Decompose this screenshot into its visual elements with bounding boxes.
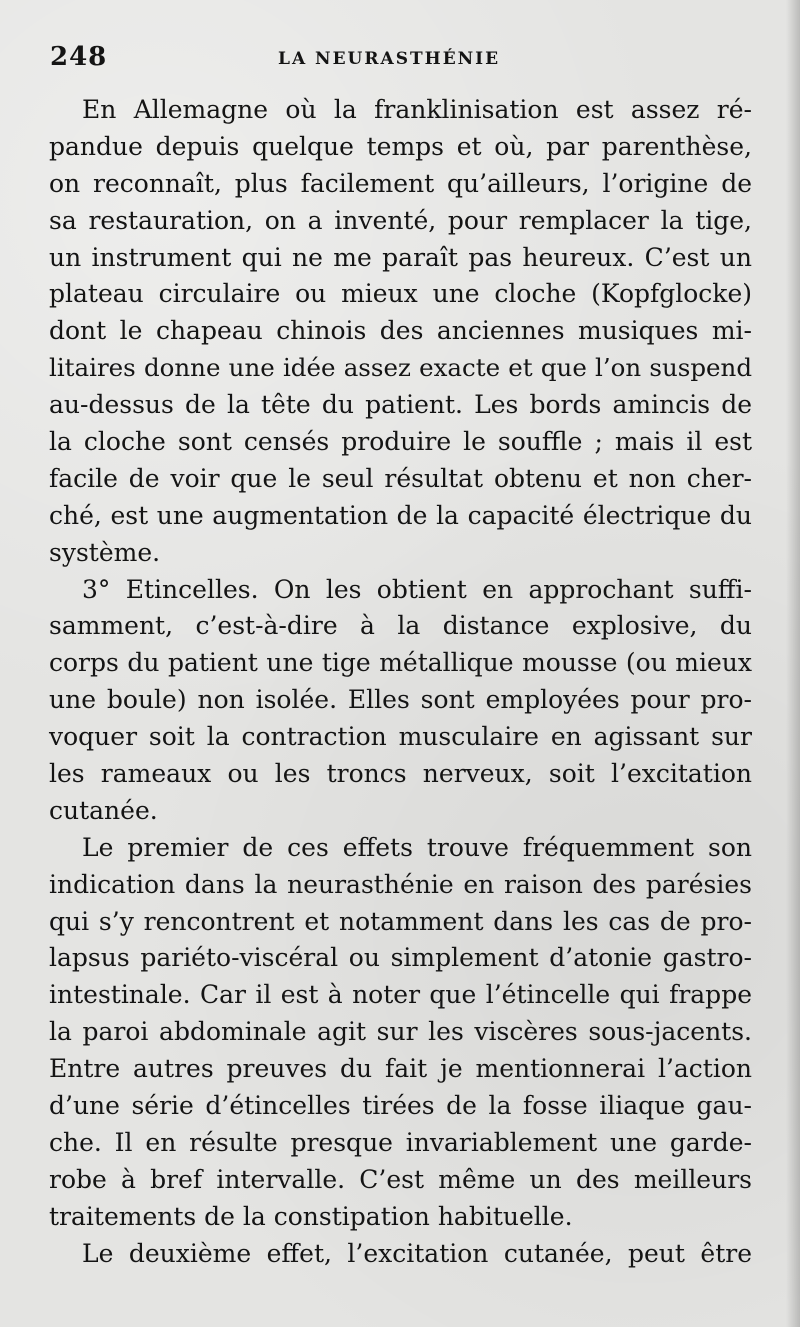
- text-line: la paroi abdominale agit sur les viscères sous-jacents.: [49, 1017, 752, 1047]
- text-line: système.: [49, 537, 161, 567]
- text-line: la cloche sont censés produire le souffle ; mais il est: [49, 427, 752, 457]
- text-line: robe à bref intervalle. C’est même un des meilleurs: [49, 1164, 752, 1194]
- text-line: d’une série d’étincelles tirées de la fosse iliaque gau-: [49, 1091, 752, 1121]
- text-line: sa restauration, on a inventé, pour remplacer la tige,: [49, 205, 752, 235]
- text-line: indication dans la neurasthénie en raison des parésies: [49, 869, 752, 899]
- page-edge-shadow: [786, 0, 800, 1327]
- text-line: pandue depuis quelque temps et où, par parenthèse,: [49, 131, 752, 161]
- page-number: 248: [50, 42, 108, 72]
- text-line: corps du patient une tige métallique mousse (ou mieux: [49, 648, 752, 678]
- text-line: cutanée.: [49, 795, 158, 825]
- text-line: ché, est une augmentation de la capacité électrique du: [49, 500, 752, 530]
- text-line: une boule) non isolée. Elles sont employées pour pro-: [49, 685, 752, 715]
- text-line: En Allemagne où la franklinisation est assez ré-: [82, 95, 752, 124]
- running-head: LA NEURASTHÉNIE: [278, 49, 501, 69]
- body-text: [49, 92, 752, 1273]
- text-line: plateau circulaire ou mieux une cloche (Kopfglocke): [49, 279, 752, 309]
- text-line: Le deuxième effet, l’excitation cutanée, peut être: [82, 1238, 752, 1268]
- text-line: au-dessus de la tête du patient. Les bords amincis de: [49, 390, 752, 420]
- page-header: [50, 40, 750, 80]
- text-line: traitements de la constipation habituelle.: [49, 1201, 573, 1231]
- text-line: lapsus pariéto-viscéral ou simplement d’atonie gastro-: [49, 943, 752, 973]
- text-line: voquer soit la contraction musculaire en agissant sur: [49, 722, 752, 752]
- text-line: che. Il en résulte presque invariablement une garde-: [49, 1127, 752, 1157]
- text-line: Le premier de ces effets trouve fréquemment son: [82, 832, 752, 862]
- text-line: on reconnaît, plus facilement qu’ailleurs, l’origine de: [49, 168, 752, 198]
- text-line: qui s’y rencontrent et notamment dans les cas de pro-: [49, 906, 752, 936]
- text-line: Entre autres preuves du fait je mentionnerai l’action: [49, 1054, 752, 1084]
- text-line: intestinale. Car il est à noter que l’étincelle qui frappe: [49, 980, 752, 1010]
- text-line: facile de voir que le seul résultat obtenu et non cher-: [49, 463, 752, 493]
- text-line: dont le chapeau chinois des anciennes musiques mi-: [49, 316, 752, 346]
- text-line: 3° Etincelles. On les obtient en approchant suffi-: [82, 574, 752, 604]
- text-line: un instrument qui ne me paraît pas heureux. C’est un: [49, 242, 752, 272]
- text-line: litaires donne une idée assez exacte et que l’on suspend: [49, 353, 752, 383]
- text-line: samment, c’est-à-dire à la distance explosive, du: [49, 611, 752, 641]
- text-line: les rameaux ou les troncs nerveux, soit l’excitation: [49, 759, 752, 789]
